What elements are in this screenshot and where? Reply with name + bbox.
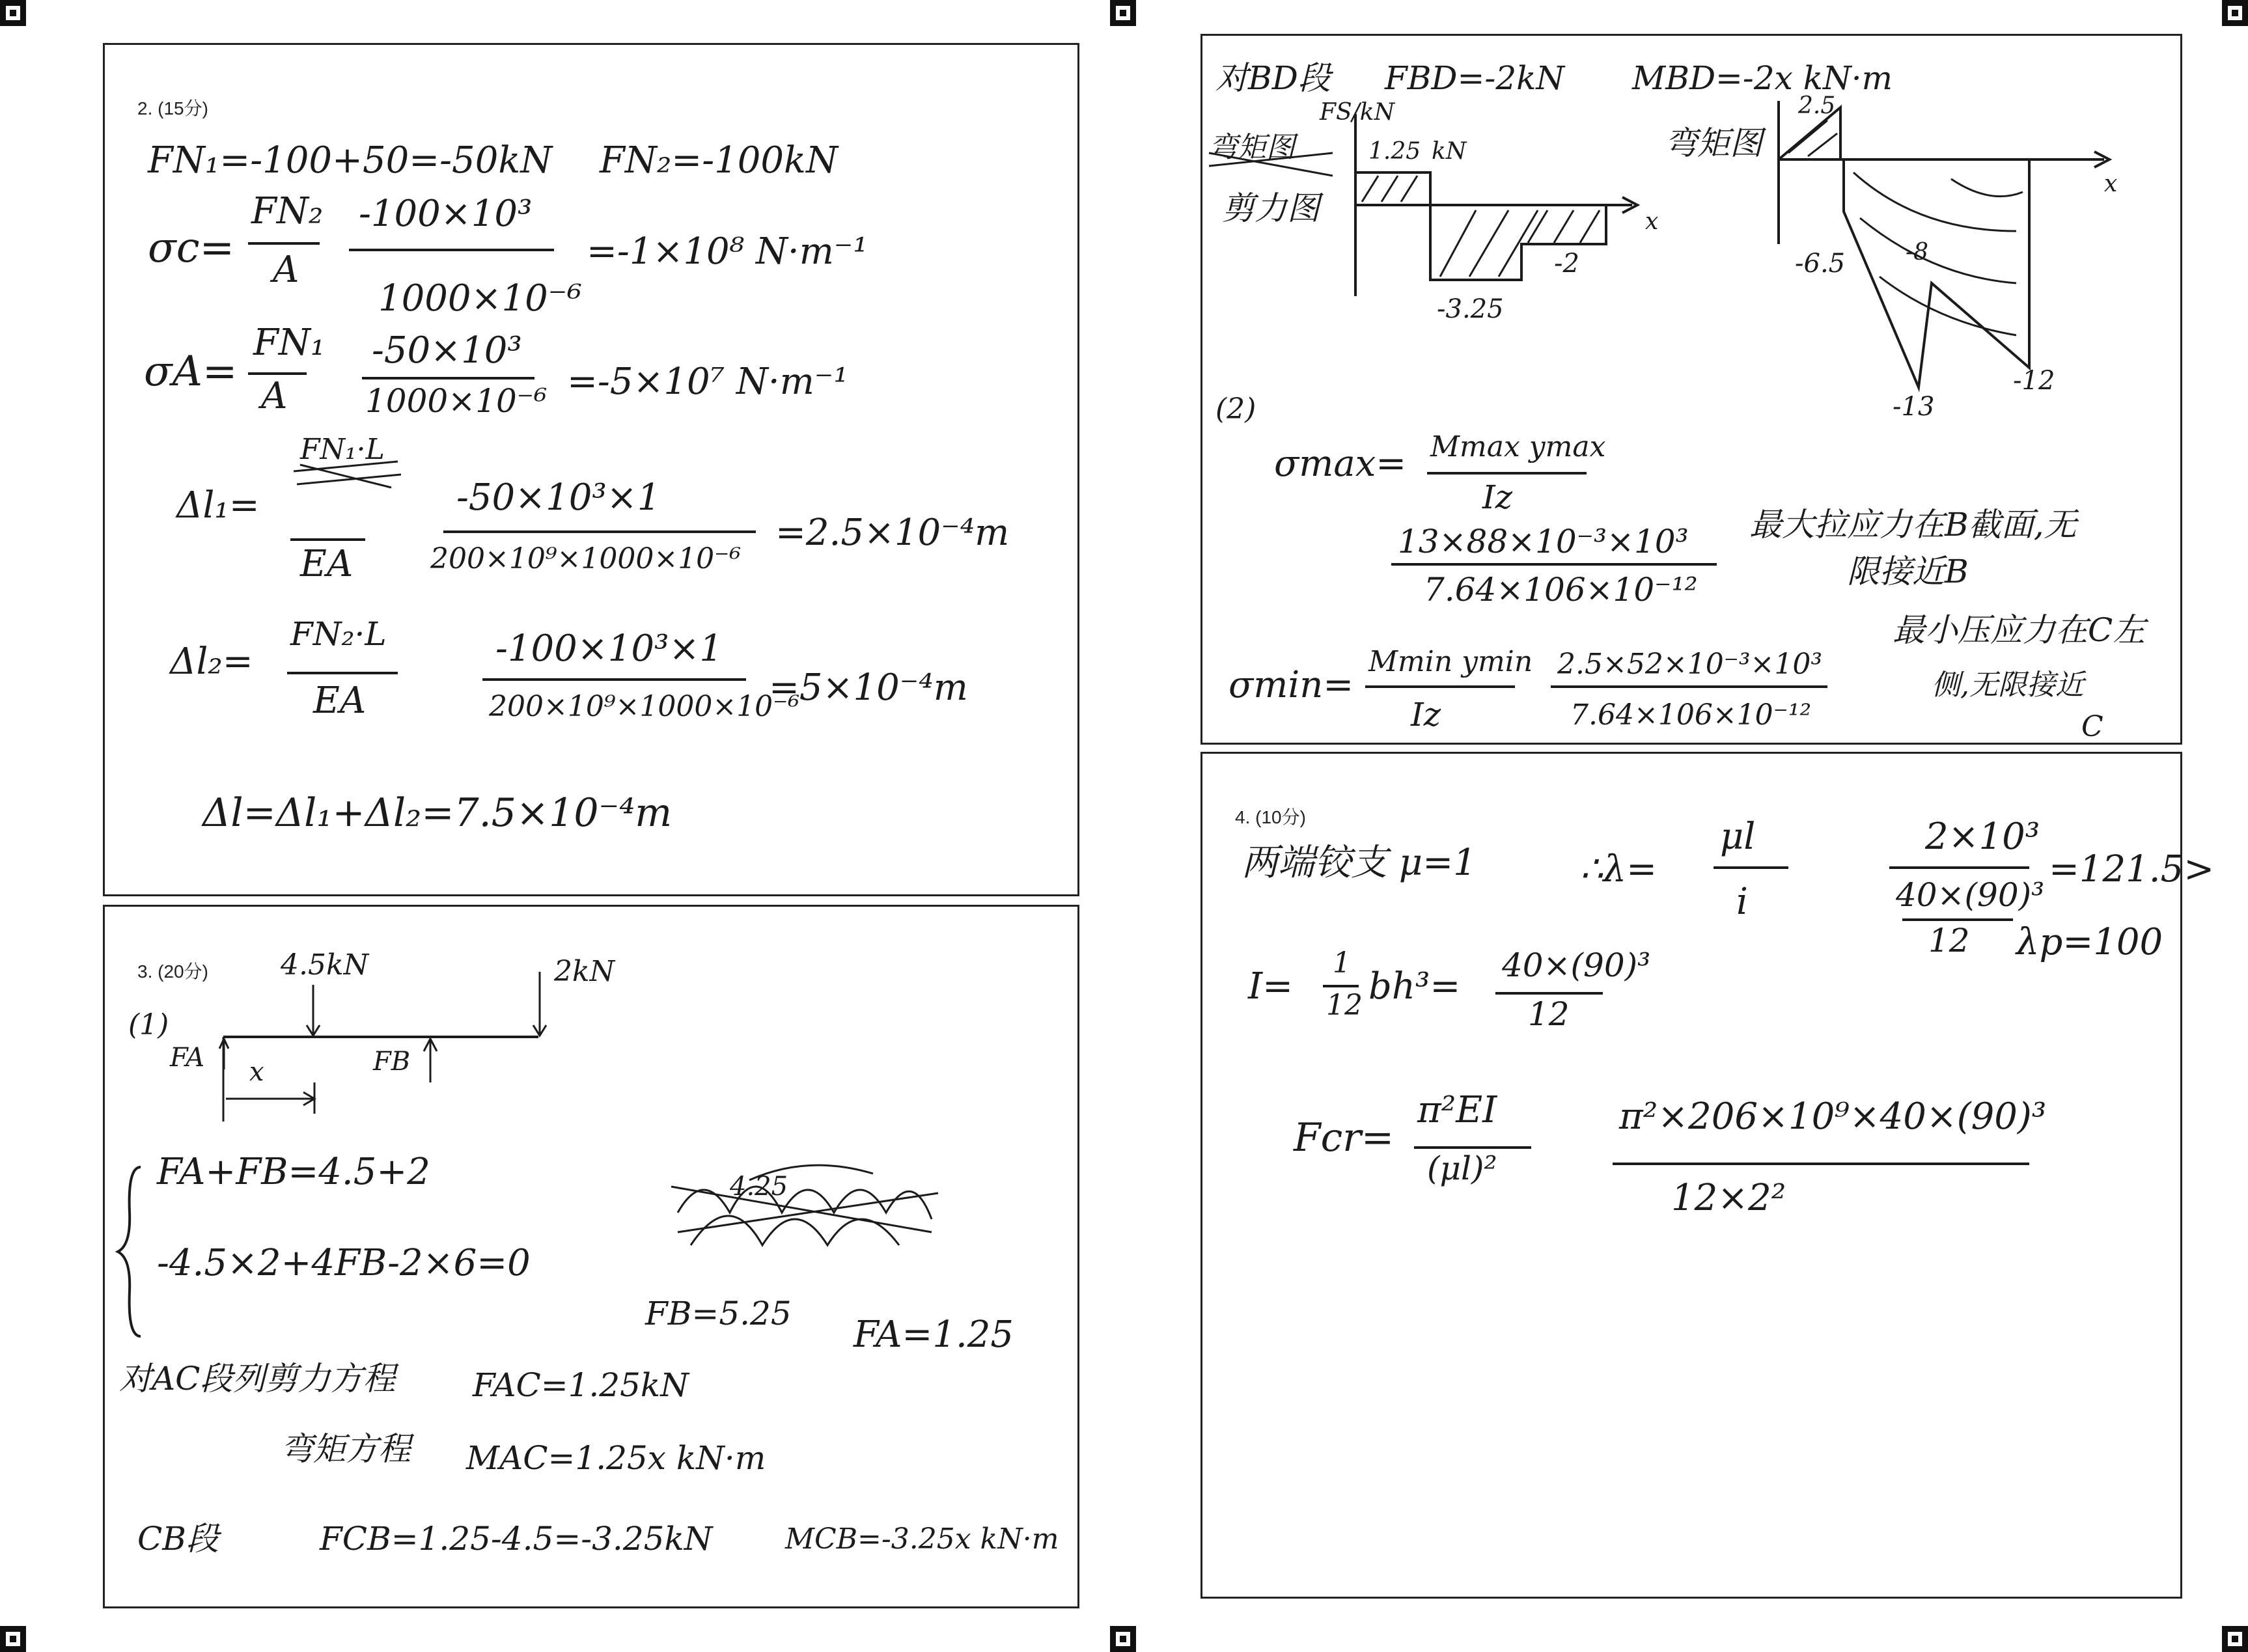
min-stress-note: 最小压应力在C左 (1893, 611, 2146, 649)
load-label-4.5kn: 4.5kN (281, 948, 369, 982)
fraction-numerator: Mmin ymin (1368, 645, 1533, 678)
support-a-label: FA (170, 1043, 205, 1073)
segment-bd-shear-equation: FBD=-2kN (1385, 59, 1565, 97)
slenderness-result: =121.5> (2049, 848, 2215, 890)
fraction-numerator: Mmax ymax (1430, 430, 1606, 463)
fraction-denominator: (μl)² (1427, 1150, 1497, 1187)
elongation-2-result: =5×10⁻⁴m (769, 667, 968, 709)
fraction-numerator: 1 (1333, 946, 1351, 980)
fraction-bars (105, 45, 1077, 894)
axial-force-fn2: FN₂=-100kN (600, 139, 838, 182)
fiducial-marker-bottom-left (0, 1626, 26, 1652)
slenderness-lhs: ∴λ= (1580, 848, 1658, 890)
answer-box-q3 (103, 905, 1079, 1608)
shear-value-neg2: -2 (1554, 249, 1579, 279)
question-label: 2. (15分) (137, 98, 208, 118)
fraction-numerator: 40×(90)³ (1502, 946, 1651, 984)
fraction-denominator: A (273, 249, 299, 291)
fraction-denominator: 12 (1928, 922, 1970, 959)
shear-value-neg3.25: -3.25 (1437, 294, 1504, 324)
segment-cb-text: CB段 (137, 1520, 219, 1558)
equilibrium-equation-1: FA+FB=4.5+2 (157, 1151, 430, 1193)
min-stress-note-line3: C (2081, 710, 2103, 743)
fraction-denominator: 1000×10⁻⁶ (378, 277, 582, 320)
load-label-2kn: 2kN (554, 955, 615, 988)
fraction-numerator: -100×10³ (359, 193, 533, 235)
fraction-denominator: 1000×10⁻⁶ (365, 382, 548, 420)
moment-value-neg12: -12 (2013, 366, 2055, 396)
total-elongation: Δl=Δl₁+Δl₂=7.5×10⁻⁴m (202, 790, 673, 836)
answer-box-q4 (1200, 752, 2215, 1599)
max-stress-note: 最大拉应力在B截面,无 (1749, 506, 2077, 544)
equilibrium-equation-2: -4.5×2+4FB-2×6=0 (157, 1242, 531, 1284)
moment-x-axis-label: x (2104, 171, 2118, 197)
shear-value-1.25: 1.25 (1368, 138, 1421, 165)
moment-value-neg6.5: -6.5 (1795, 249, 1846, 279)
min-stress-note-line2: 侧,无限接近 (1932, 668, 2084, 702)
fraction-numerator: -50×10³×1 (456, 476, 661, 519)
fraction-numerator: FN₁ (253, 322, 326, 364)
crossed-out-annotation: FN₁·L (300, 433, 385, 466)
moment-value-neg8: -8 (1906, 239, 1929, 266)
part-number: (1) (128, 1008, 169, 1041)
fraction-denominator: Iz (1411, 696, 1441, 734)
shear-axis-label: FS/kN (1320, 99, 1395, 126)
segment-cb-shear-equation: FCB=1.25-4.5=-3.25kN (320, 1520, 713, 1558)
fraction-denominator: 12×2² (1671, 1177, 1786, 1219)
segment-bd-text: 对BD段 (1215, 59, 1331, 97)
fraction-denominator: EA (313, 680, 367, 722)
axial-force-fn1: FN₁=-100+50=-50kN (148, 139, 553, 182)
fraction-denominator: A (261, 375, 288, 417)
max-stress-lhs: σmax= (1274, 443, 1407, 485)
segment-ac-shear-text: 对AC段列剪力方程 (119, 1360, 396, 1397)
fraction-numerator: FN₂·L (290, 615, 387, 653)
fraction-denominator: 200×10⁹×1000×10⁻⁶ (430, 542, 742, 575)
fraction-numerator: -50×10³ (372, 329, 522, 372)
fraction-numerator: 13×88×10⁻³×10³ (1398, 523, 1689, 560)
segment-bd-moment-equation: MBD=-2x kN·m (1632, 59, 1893, 97)
critical-load-lhs: Fcr= (1294, 1115, 1395, 1161)
stress-a-lhs: σA= (144, 348, 238, 396)
fraction-numerator: π²EI (1417, 1089, 1497, 1131)
boundary-condition: 两端铰支 μ=1 (1242, 842, 1477, 884)
crossed-out-label: 弯矩图 (1209, 131, 1295, 164)
moment-of-inertia-formula: bh³= (1368, 965, 1461, 1008)
fraction-denominator: Iz (1482, 478, 1513, 516)
fraction-numerator: 2.5×52×10⁻³×10³ (1557, 648, 1823, 681)
reaction-fb-value: FB=5.25 (645, 1295, 792, 1332)
fraction-numerator: FN₂ (251, 190, 324, 232)
shear-x-axis-label: x (1645, 208, 1659, 235)
max-stress-note-line2: 限接近B (1847, 553, 1969, 590)
fraction-numerator: μl (1720, 816, 1756, 858)
fiducial-marker-top-center (1110, 0, 1136, 26)
fraction-bars (1202, 754, 2180, 1597)
fraction-numerator: π²×206×10⁹×40×(90)³ (1619, 1095, 2047, 1138)
fiducial-marker-bottom-right (2222, 1626, 2248, 1652)
fiducial-marker-bottom-center (1110, 1626, 1136, 1652)
fraction-denominator: EA (300, 543, 354, 585)
shear-diagram-title: 剪力图 (1222, 189, 1320, 227)
fraction-numerator: 40×(90)³ (1896, 876, 2045, 914)
fraction-numerator: -100×10³×1 (495, 627, 723, 670)
crossed-out-scribble-text: 4.25 (730, 1172, 788, 1202)
lambda-p-value: λp=100 (2016, 921, 2163, 963)
fraction-numerator: 2×10³ (1925, 816, 2040, 858)
shear-unit-label: kN (1432, 138, 1467, 165)
fraction-denominator: 7.64×106×10⁻¹² (1424, 571, 1698, 609)
elongation-1-result: =2.5×10⁻⁴m (775, 512, 1010, 554)
support-b-label: FB (373, 1047, 411, 1077)
fraction-denominator: 12 (1326, 989, 1363, 1022)
moment-value-2.5: 2.5 (1798, 92, 1836, 119)
reaction-fa-value: FA=1.25 (853, 1314, 1014, 1356)
min-stress-lhs: σmin= (1228, 664, 1354, 706)
moment-of-inertia-lhs: I= (1248, 965, 1294, 1008)
answer-box-q3-continued (1200, 34, 2182, 745)
segment-ac-moment-text: 弯矩方程 (281, 1430, 411, 1468)
segment-ac-moment-equation: MAC=1.25x kN·m (466, 1439, 766, 1477)
stress-c-result: =-1×10⁸ N·m⁻¹ (587, 230, 868, 273)
answer-box-q2 (103, 43, 1079, 896)
stress-c-lhs: σc= (148, 224, 235, 272)
question-label: 3. (20分) (137, 961, 208, 982)
elongation-1-lhs: Δl₁= (176, 484, 260, 527)
fiducial-marker-top-right (2222, 0, 2248, 26)
elongation-2-lhs: Δl₂= (170, 640, 253, 683)
part-number-2: (2) (1215, 392, 1256, 426)
segment-ac-shear-equation: FAC=1.25kN (473, 1366, 689, 1404)
fraction-denominator: 200×10⁹×1000×10⁻⁶ (489, 690, 800, 723)
segment-cb-moment-equation: MCB=-3.25x kN·m (785, 1522, 1059, 1556)
moment-diagram-title: 弯矩图 (1665, 124, 1762, 162)
question-label: 4. (10分) (1235, 807, 1306, 827)
fraction-denominator: i (1736, 881, 1748, 923)
fraction-denominator: 7.64×106×10⁻¹² (1570, 698, 1812, 732)
fraction-denominator: 12 (1528, 995, 1570, 1033)
moment-value-neg13: -13 (1893, 392, 1935, 422)
fiducial-marker-top-left (0, 0, 26, 26)
stress-a-result: =-5×10⁷ N·m⁻¹ (567, 361, 848, 403)
coordinate-x-label: x (249, 1057, 264, 1087)
